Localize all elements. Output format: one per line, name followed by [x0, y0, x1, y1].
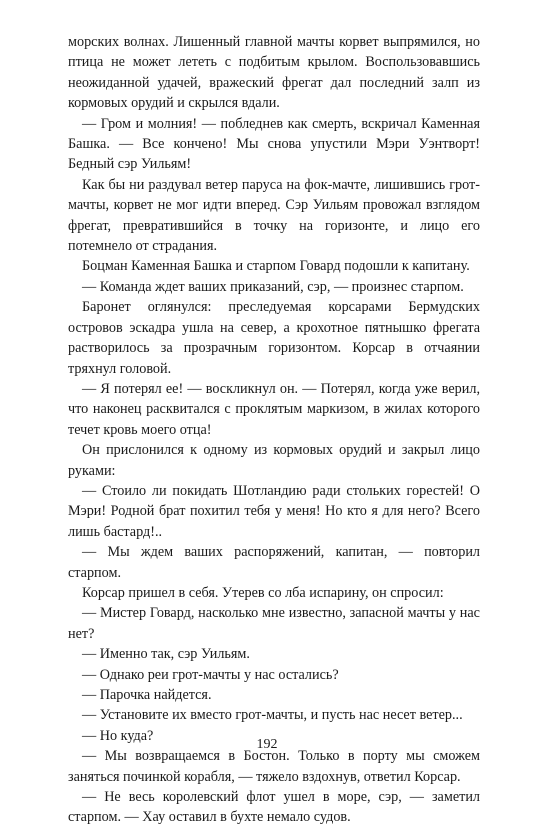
paragraph: Баронет оглянулся: преследуемая корсарами Бермудских островов эскадра ушла на север, а крохотное пятнышко фрегата растворилось за прозрачным горизонтом. Корсар в отчаянии тряхнул головой.	[68, 299, 480, 377]
paragraph: — Я потерял ее! — воскликнул он. — Потерял, когда уже верил, что наконец расквитался с проклятым маркизом, в жилах которого течет кровь моего отца!	[68, 380, 480, 438]
paragraph: — Однако реи грот-мачты у нас остались?	[82, 666, 339, 683]
page-number: 192	[256, 737, 278, 752]
paragraph: — Команда ждет ваших приказаний, сэр, — произнес старпом.	[82, 278, 464, 295]
paragraph: морских волнах. Лишенный главной мачты корвет выпрямился, но птица не может лететь с подбитым крылом. Воспользовавшись неожиданной удачей, вражеский фрегат дал последний залп из кормовых орудий и скрылся вдали.	[68, 34, 480, 112]
paragraph: — Не весь королевский флот ушел в море, сэр, — заметил старпом. — Хау оставил в бухте немало судов.	[68, 789, 480, 826]
paragraph: — Но куда?	[82, 727, 154, 744]
paragraph: — Мы возвращаемся в Бостон. Только в порту мы сможем заняться починкой корабля, — тяжело вздохнув, ответил Корсар.	[68, 748, 480, 785]
paragraph: — Мы ждем ваших распоряжений, капитан, — повторил старпом.	[68, 544, 480, 581]
paragraph: Боцман Каменная Башка и старпом Говард подошли к капитану.	[82, 258, 470, 275]
paragraph: Как бы ни раздувал ветер паруса на фок-мачте, лишившись грот-мачты, корвет не мог идти вперед. Сэр Уильям провожал взглядом фрегат, превратившийся в точку на горизонте, и лицо его потемнело от страдания.	[68, 176, 480, 255]
paragraph: — Парочка найдется.	[82, 687, 212, 703]
body-text	[68, 32, 480, 828]
paragraph: — Мистер Говард, насколько мне известно, запасной мачты у нас нет?	[68, 605, 480, 642]
paragraph: — Установите их вместо грот-мачты, и пусть нас несет ветер...	[82, 707, 463, 724]
paragraph: Он прислонился к одному из кормовых орудий и закрыл лицо руками:	[68, 442, 480, 479]
paragraph: Корсар пришел в себя. Утерев со лба испарину, он спросил:	[82, 584, 444, 601]
paragraph: — Стоило ли покидать Шотландию ради стольких горестей! О Мэри! Родной брат похитил тебя у меня! Но кто я для него? Всего лишь бастард!..	[68, 482, 480, 540]
paragraph: — Именно так, сэр Уильям.	[82, 646, 250, 663]
paragraph: — Гром и молния! — побледнев как смерть, вскричал Каменная Башка. — Все кончено! Мы снова упустили Мэри Уэнтворт! Бедный сэр Уильям!	[68, 115, 480, 173]
